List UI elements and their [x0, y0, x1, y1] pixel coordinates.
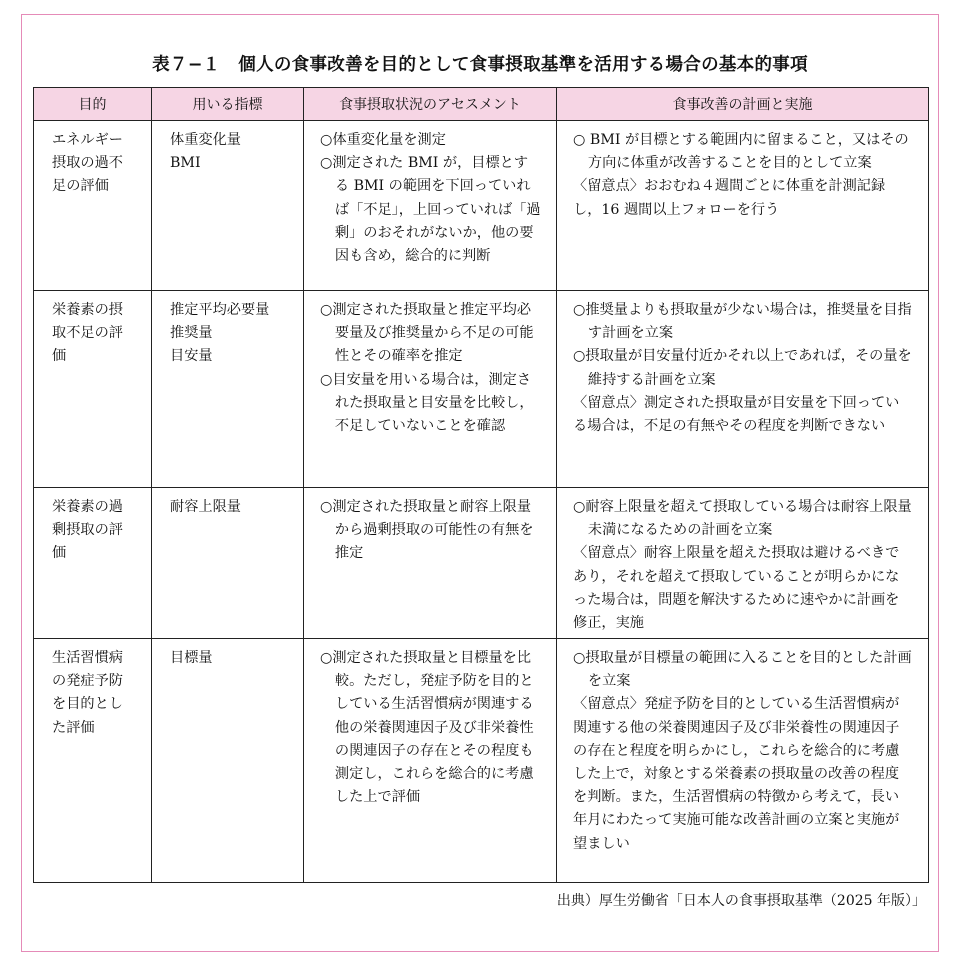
plan-item: ○耐容上限量を超えて摂取している場合は耐容上限量未満になるための計画を立案 — [573, 499, 912, 539]
assessment-item: ○測定された摂取量と目標量を比較。ただし，発症予防を目的としている生活習慣病が関連する他の栄養関連因子及び非栄養性の関連因子の存在とその程度も測定し，これらを総合的に考慮した上で評価 — [320, 650, 534, 806]
table-title: 表７−１ 個人の食事改善を目的として食事摂取基準を活用する場合の基本的事項 — [152, 55, 808, 75]
purpose-text: 取不足の評 — [52, 325, 123, 342]
purpose-cell — [34, 639, 152, 883]
purpose-text: 栄養素の過 — [52, 499, 123, 515]
purpose-text: 足の評価 — [52, 178, 109, 195]
plan-cell — [557, 488, 929, 639]
indicator-text: 耐容上限量 — [170, 499, 241, 515]
plan-item: ○摂取量が目安量付近かそれ以上であれば，その量を維持する計画を立案 — [573, 348, 912, 388]
indicator-text: 目標量 — [170, 650, 213, 666]
assessment-cell — [304, 639, 557, 883]
note-text: 〈留意点〉耐容上限量を超えた摂取は避けるべきであり，それを超えて摂取していることが明らかになった場合は，問題を解決するために速やかに計画を修正，実施 — [573, 545, 900, 632]
indicator-cell — [152, 291, 304, 488]
indicator-text: BMI — [170, 155, 201, 172]
indicator-text: 体重変化量 — [170, 132, 241, 148]
indicator-text: 推奨量 — [170, 325, 213, 342]
note-text: 〈留意点〉測定された摂取量が目安量を下回っている場合は，不足の有無やその程度を判断できない — [573, 394, 900, 435]
assessment-item: ○体重変化量を測定 — [320, 132, 446, 148]
purpose-text: を目的とし — [52, 696, 123, 713]
assessment-cell — [304, 121, 557, 291]
plan-cell — [557, 291, 929, 488]
purpose-text: 生活習慣病 — [52, 650, 123, 666]
plan-item: ○摂取量が目標量の範囲に入ることを目的とした計画を立案 — [573, 650, 912, 690]
indicator-cell — [152, 488, 304, 639]
indicator-cell — [152, 639, 304, 883]
plan-cell — [557, 639, 929, 883]
purpose-text: 価 — [52, 348, 67, 365]
indicator-text: 目安量 — [170, 348, 213, 365]
note-text: 〈留意点〉おおむね４週間ごとに体重を計測記録し，16 週間以上フォローを行う — [573, 178, 886, 218]
assessment-item: ○測定された摂取量と推定平均必要量及び推奨量から不足の可能性とその確率を推定 — [320, 302, 534, 365]
header-row — [34, 88, 929, 121]
table-row — [34, 488, 929, 639]
purpose-text: エネルギー — [52, 132, 123, 148]
table-row — [34, 291, 929, 488]
assessment-item: ○目安量を用いる場合は，測定された摂取量と目安量を比較し，不足していないことを確認 — [320, 371, 534, 435]
plan-item: ○推奨量よりも摂取量が少ない場合は，推奨量を目指す計画を立案 — [573, 302, 912, 342]
note-text: 〈留意点〉発症予防を目的としている生活習慣病が関連する他の栄養関連因子及び非栄養性の関連因子の存在と程度を明らかにし，これらを総合的に考慮した上で，対象とする栄養素の摂取量の改善の程度を判断。また，生活習慣病の特徴から考えて，長い年月にわたって実施可能な改善計画の立案と実施が望ましい — [573, 696, 900, 852]
indicator-cell — [152, 121, 304, 291]
purpose-cell — [34, 488, 152, 639]
assessment-cell — [304, 488, 557, 639]
purpose-text: 摂取の過不 — [52, 155, 123, 172]
table-row — [34, 121, 929, 291]
purpose-cell — [34, 121, 152, 291]
indicator-text: 推定平均必要量 — [170, 302, 270, 318]
purpose-text: 価 — [52, 545, 67, 562]
table-row — [34, 639, 929, 883]
header-plan: 食事改善の計画と実施 — [557, 88, 929, 121]
assessment-cell — [304, 291, 557, 488]
header-indicators: 用いる指標 — [152, 88, 304, 121]
assessment-item: ○測定された BMI が，目標とする BMI の範囲を下回っていれば「不足」，上回っていれば「過剰」のおそれがないか，他の要因も含め，総合的に判断 — [320, 155, 541, 265]
header-purpose: 目的 — [34, 88, 152, 121]
assessment-item: ○測定された摂取量と耐容上限量から過剰摂取の可能性の有無を推定 — [320, 499, 534, 562]
source-citation: 出典）厚生労働省「日本人の食事摂取基準（2025 年版）」 — [556, 893, 926, 909]
purpose-text: た評価 — [52, 719, 95, 736]
purpose-cell — [34, 291, 152, 488]
purpose-text: の発症予防 — [52, 673, 123, 690]
header-assessment: 食事摂取状況のアセスメント — [304, 88, 557, 121]
plan-cell — [557, 121, 929, 291]
guideline-table — [33, 87, 929, 883]
plan-item: ○ BMI が目標とする範囲内に留まること，又はその方向に体重が改善することを目的として立案 — [573, 132, 909, 172]
purpose-text: 栄養素の摂 — [52, 302, 123, 318]
purpose-text: 剰摂取の評 — [52, 522, 123, 539]
